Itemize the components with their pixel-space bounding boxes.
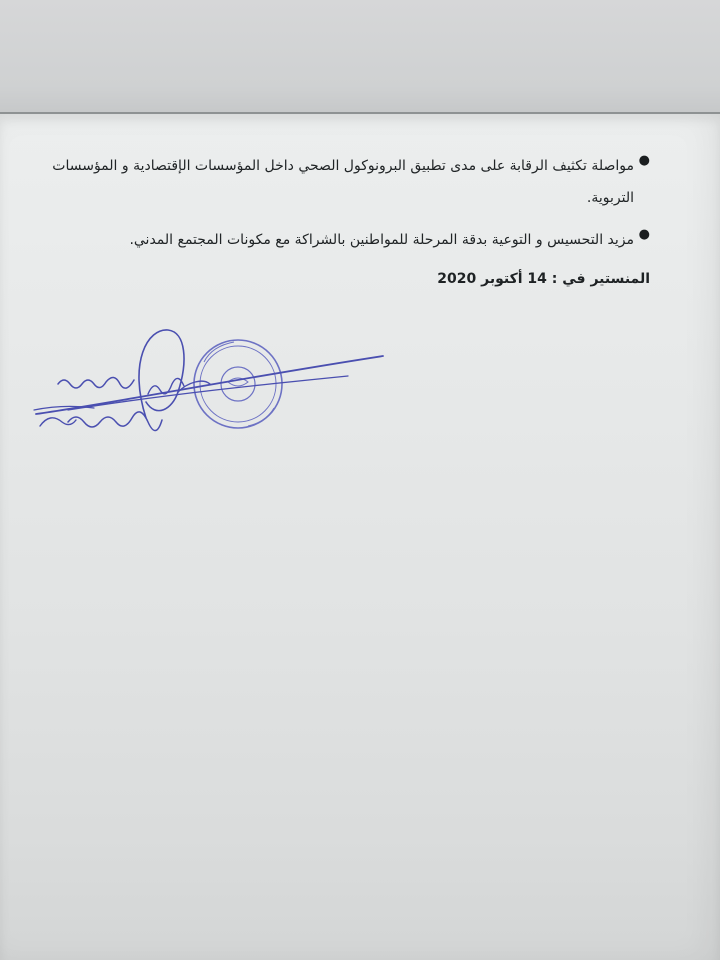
signature-strokes	[34, 330, 383, 431]
bullet-icon: ●	[638, 227, 650, 242]
bullet-icon: ●	[638, 153, 650, 168]
list-item	[20, 150, 650, 214]
signature-and-stamp	[28, 322, 398, 452]
signature-svg	[28, 322, 398, 452]
place-date: المنستير في : 14 أكتوبر 2020	[437, 271, 650, 287]
bullet-text: مزيد التحسيس و التوعية بدقة المرحلة للمواطنين بالشراكة مع مكونات المجتمع المدني.	[129, 232, 634, 248]
document-body	[20, 150, 650, 292]
bullet-text: مواصلة تكثيف الرقابة على مدى تطبيق البرونوكول الصحي داخل المؤسسات الإقتصادية و المؤسسات التربوية.	[52, 158, 634, 206]
list-item	[20, 224, 650, 256]
